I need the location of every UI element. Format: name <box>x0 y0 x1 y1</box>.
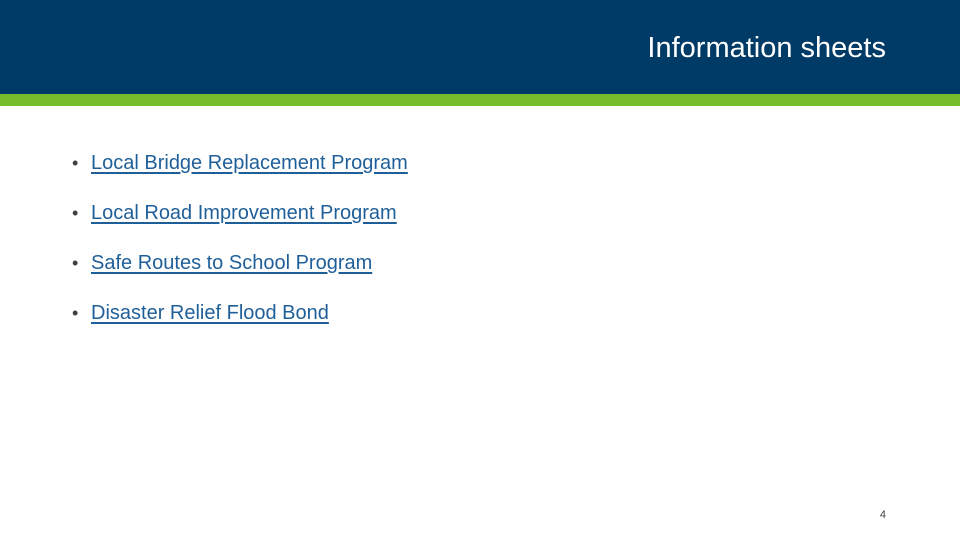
list-item-local-road-improvement-program <box>72 199 397 227</box>
list-item-disaster-relief-flood-bond <box>72 299 329 327</box>
local-road-improvement-program-link[interactable]: Local Road Improvement Program <box>91 202 397 224</box>
bullet-icon: • <box>72 303 79 323</box>
bullet-icon: • <box>72 203 79 223</box>
list-item-safe-routes-to-school-program <box>72 249 372 277</box>
disaster-relief-flood-bond-link[interactable]: Disaster Relief Flood Bond <box>91 302 329 324</box>
safe-routes-to-school-program-link[interactable]: Safe Routes to School Program <box>91 252 373 274</box>
slide-title: Information sheets <box>647 32 886 64</box>
bullet-icon: • <box>72 253 79 273</box>
local-bridge-replacement-program-link[interactable]: Local Bridge Replacement Program <box>91 152 408 174</box>
page-number: 4 <box>879 509 886 521</box>
list-item-local-bridge-replacement-program <box>72 149 408 177</box>
bullet-icon: • <box>72 153 79 173</box>
